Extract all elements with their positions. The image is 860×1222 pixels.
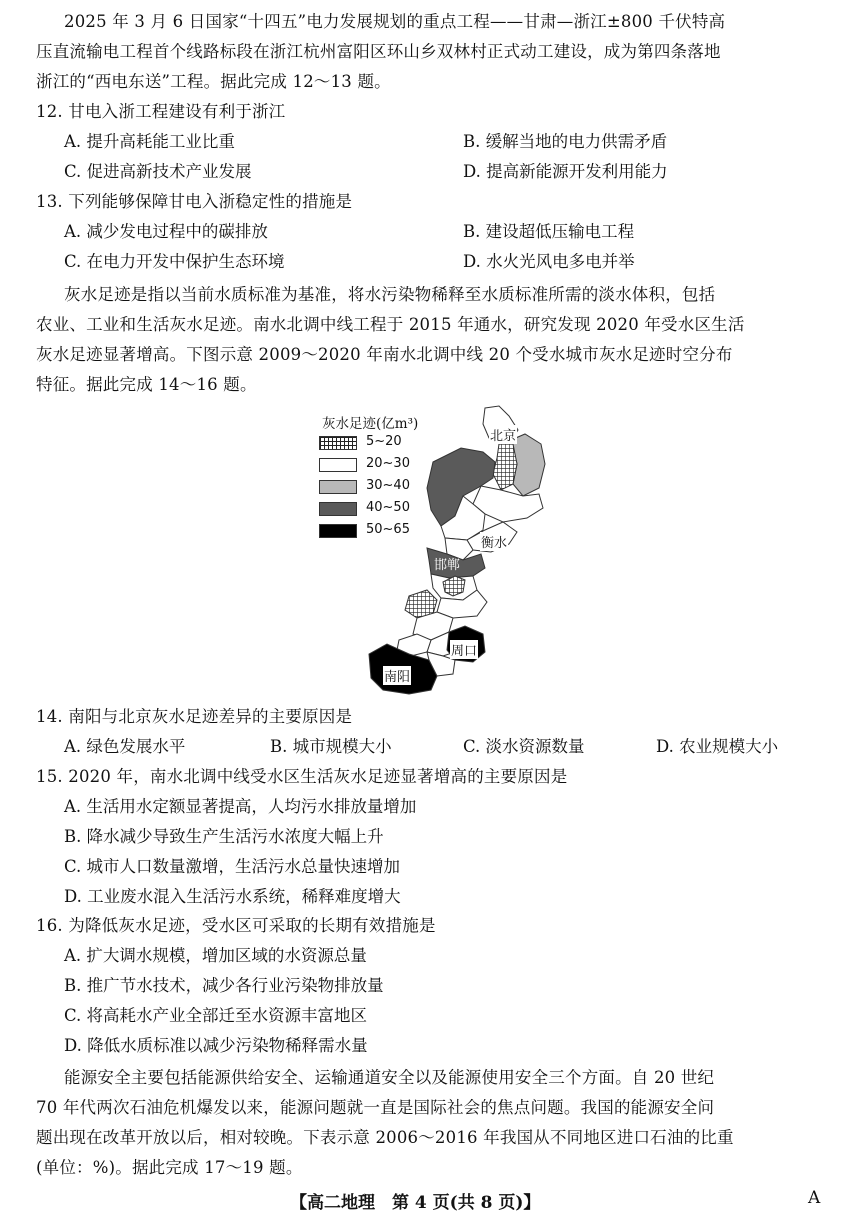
passage-1-line-2: 压直流输电工程首个线路标段在浙江杭州富阳区环山乡双林村正式动工建设，成为第四条落地 [36,42,721,61]
footer-version: A [808,1188,821,1208]
question-12-option-b: B. 缓解当地的电力供需矛盾 [463,132,668,151]
passage-3-line-2: 70 年代两次石油危机爆发以来，能源问题就一直是国际社会的焦点问题。我国的能源安全问 [36,1098,715,1117]
question-16-option-a: A. 扩大调水规模，增加区域的水资源总量 [64,946,367,965]
question-15-option-b: B. 降水减少导致生产生活污水浓度大幅上升 [64,827,384,846]
passage-3-line-3: 题出现在改革开放以后，相对较晚。下表示意 2006～2016 年我国从不同地区进口石油的比重 [36,1128,734,1147]
legend-swatch-grid [319,436,357,450]
passage-3-line-1: 能源安全主要包括能源供给安全、运输通道安全以及能源使用安全三个方面。自 20 世纪 [64,1068,715,1087]
question-16-option-b: B. 推广节水技术，减少各行业污染物排放量 [64,976,384,995]
city-label-nanyang: 南阳 [383,666,411,685]
question-15-stem: 15. 2020 年，南水北调中线受水区生活灰水足迹显著增高的主要原因是 [36,767,568,786]
passage-1-line-1: 2025 年 3 月 6 日国家“十四五”电力发展规划的重点工程——甘肃—浙江±800 千伏特高 [64,12,726,31]
question-12-option-d: D. 提高新能源开发利用能力 [463,162,668,181]
city-label-zhoukou: 周口 [450,640,478,659]
passage-2-line-4: 特征。据此完成 14～16 题。 [36,375,257,394]
map-legend-title: 灰水足迹(亿m³) [322,416,419,432]
passage-2-line-1: 灰水足迹是指以当前水质标准为基准，将水污染物稀释至水质标准所需的淡水体积，包括 [64,285,716,304]
page-footer [0,1188,860,1214]
legend-label: 50~65 [366,522,410,537]
question-14-option-d: D. 农业规模大小 [656,737,779,756]
passage-2-line-2: 农业、工业和生活灰水足迹。南水北调中线工程于 2015 年通水，研究发现 2020 年受水区生活 [36,315,745,334]
passage-3-line-4: (单位：%)。据此完成 17～19 题。 [36,1158,303,1177]
question-14-option-c: C. 淡水资源数量 [463,737,585,756]
question-12-option-c: C. 促进高新技术产业发展 [64,162,252,181]
footer-page-info: 【高二地理 第 4 页(共 8 页)】 [290,1193,541,1213]
passage-1-line-3: 浙江的“西电东送”工程。据此完成 12～13 题。 [36,72,391,91]
legend-swatch-black [319,524,357,538]
legend-swatch-dark-grey [319,502,357,516]
question-13-stem: 13. 下列能够保障甘电入浙稳定性的措施是 [36,192,353,211]
question-14-stem: 14. 南阳与北京灰水足迹差异的主要原因是 [36,707,353,726]
question-16-option-d: D. 降低水质标准以减少污染物稀释需水量 [64,1036,368,1055]
question-13-option-a: A. 减少发电过程中的碳排放 [64,222,268,241]
question-12-stem: 12. 甘电入浙工程建设有利于浙江 [36,102,286,121]
city-label-beijing: 北京 [489,425,517,444]
legend-swatch-white [319,458,357,472]
legend-label: 30~40 [366,478,410,493]
question-14-option-b: B. 城市规模大小 [270,737,392,756]
question-13-option-b: B. 建设超低压输电工程 [463,222,635,241]
question-14-options [0,733,860,761]
question-12-option-a: A. 提升高耗能工业比重 [64,132,235,151]
passage-2-line-3: 灰水足迹显著增高。下图示意 2009～2020 年南水北调中线 20 个受水城市灰水足迹时空分布 [36,345,733,364]
question-15-option-c: C. 城市人口数量激增，生活污水总量快速增加 [64,857,401,876]
question-14-option-a: A. 绿色发展水平 [64,737,186,756]
city-label-handan: 邯郸 [434,558,461,573]
region-grid-north [493,444,517,490]
question-13-option-c: C. 在电力开发中保护生态环境 [64,252,285,271]
question-13-option-d: D. 水火光风电多电并举 [463,252,635,271]
question-15-option-a: A. 生活用水定额显著提高，人均污水排放量增加 [64,797,417,816]
legend-label: 20~30 [366,456,410,471]
city-label-hengshui: 衡水 [480,532,508,551]
question-16-stem: 16. 为降低灰水足迹，受水区可采取的长期有效措施是 [36,916,436,935]
legend-label: 40~50 [366,500,410,515]
grey-water-footprint-map [313,404,548,696]
legend-label: 5~20 [366,434,402,449]
question-16-option-c: C. 将高耗水产业全部迁至水资源丰富地区 [64,1006,368,1025]
question-15-option-d: D. 工业废水混入生活污水系统，稀释难度增大 [64,887,401,906]
legend-swatch-light-grey [319,480,357,494]
